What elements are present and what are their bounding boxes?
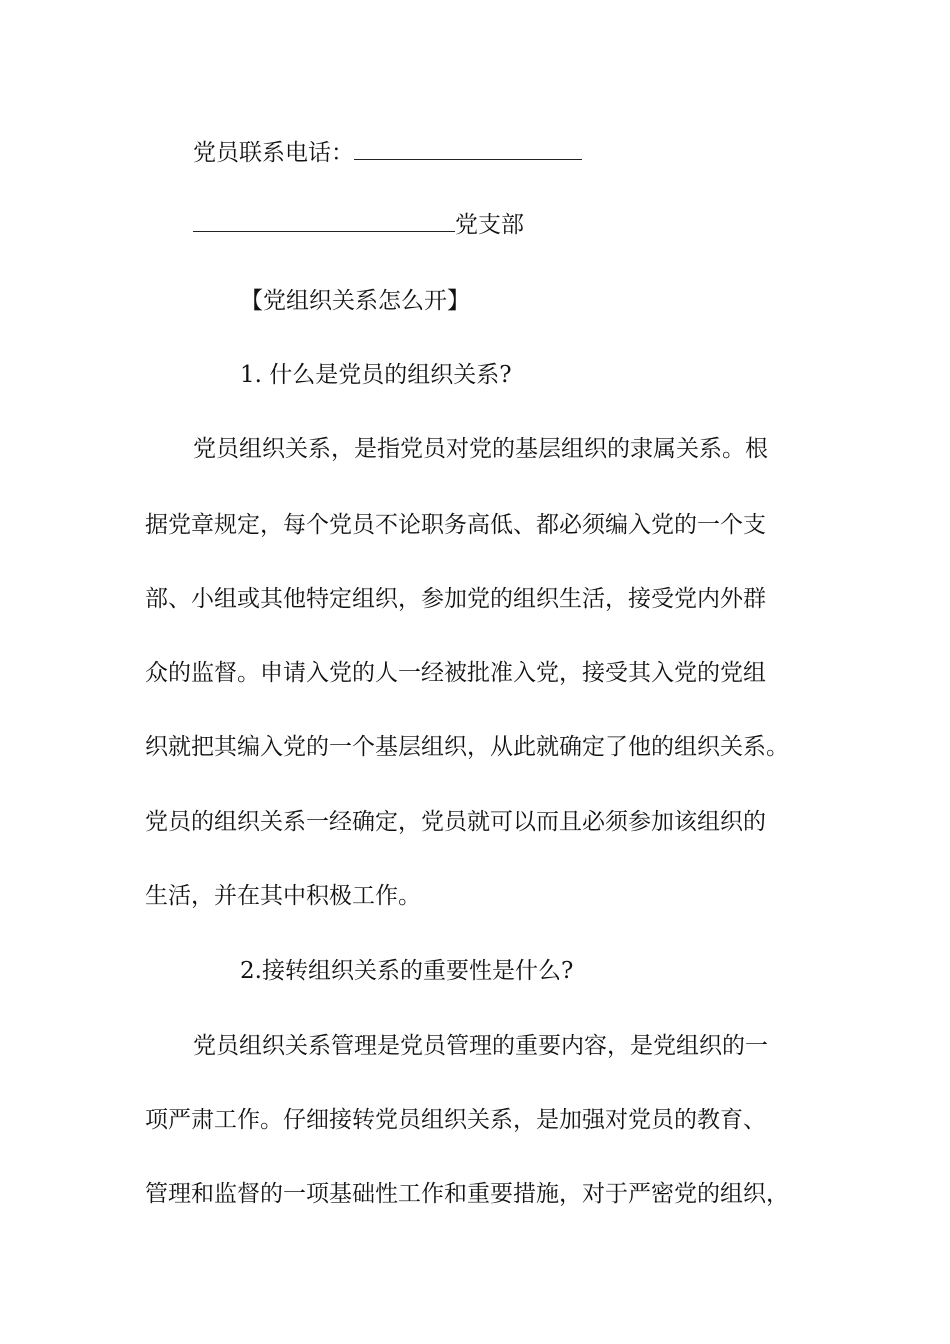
q2-paragraph-line: 管理和监督的一项基础性工作和重要措施，对于严密党的组织， [145, 1181, 789, 1207]
section-title: 【党组织关系怎么开】 [240, 288, 470, 314]
branch-field [193, 209, 863, 241]
q1-paragraph-line: 众的监督。申请入党的人一经被批准入党，接受其入党的党组 [145, 660, 766, 686]
q2-heading: 2.接转组织关系的重要性是什么? [240, 958, 574, 984]
branch-suffix: 党支部 [455, 212, 524, 238]
phone-blank [354, 139, 582, 160]
q1-paragraph-line: 党员组织关系，是指党员对党的基层组织的隶属关系。根 [193, 436, 768, 462]
q2-paragraph-line: 党员组织关系管理是党员管理的重要内容，是党组织的一 [193, 1033, 768, 1059]
q1-paragraph-line: 生活，并在其中积极工作。 [145, 883, 421, 909]
q1-paragraph-line: 党员的组织关系一经确定，党员就可以而且必须参加该组织的 [145, 809, 766, 835]
q1-paragraph-line: 据党章规定，每个党员不论职务高低、都必须编入党的一个支 [145, 512, 766, 538]
q1-paragraph-line: 织就把其编入党的一个基层组织，从此就确定了他的组织关系。 [145, 734, 789, 760]
q1-heading: 1. 什么是党员的组织关系? [240, 362, 512, 388]
phone-label: 党员联系电话： [193, 140, 354, 166]
q1-paragraph-line: 部、小组或其他特定组织，参加党的组织生活，接受党内外群 [145, 586, 766, 612]
q2-paragraph-line: 项严肃工作。仔细接转党员组织关系，是加强对党员的教育、 [145, 1107, 766, 1133]
branch-blank [193, 211, 455, 232]
phone-field [193, 137, 863, 169]
